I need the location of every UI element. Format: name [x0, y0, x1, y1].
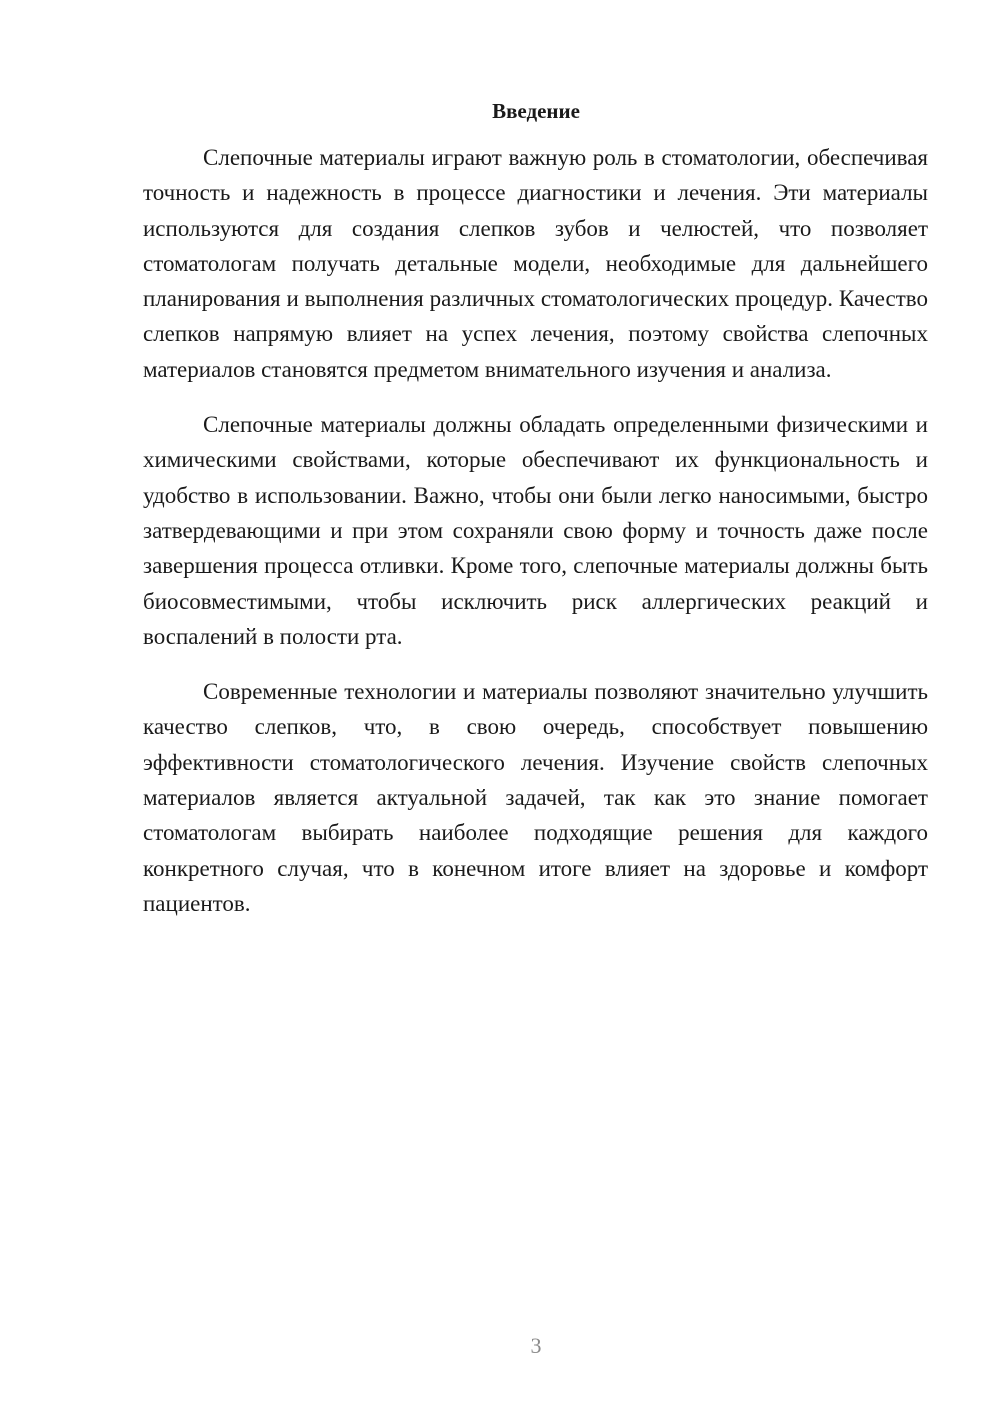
page-number: 3 [530, 1333, 542, 1358]
body-text [143, 140, 928, 941]
section-title: Введение [492, 99, 580, 123]
paragraph-2: Слепочные материалы должны обладать определенными физическими и химическими свойствами, которые обеспечивают их функциональность и удобство в использовании. Важно, чтобы они были легко наносимыми, быстро затвердевающими и при этом сохраняли свою форму и точность даже после завершения процесса отливки. Кроме того, слепочные материалы должны быть биосовместимыми, чтобы исключить риск аллергических реакций и воспалений в полости рта. [143, 412, 928, 649]
paragraph-3: Современные технологии и материалы позволяют значительно улучшить качество слепков, что, в свою очередь, способствует повышению эффективности стоматологического лечения. Изучение свойств слепочных материалов является актуальной задачей, так как это знание помогает стоматологам выбирать наиболее подходящие решения для каждого конкретного случая, что в конечном итоге влияет на здоровье и комфорт пациентов. [143, 679, 928, 916]
paragraph-1: Слепочные материалы играют важную роль в стоматологии, обеспечивая точность и надежность в процессе диагностики и лечения. Эти материалы используются для создания слепков зубов и челюстей, что позволяет стоматологам получать детальные модели, необходимые для дальнейшего планирования и выполнения различных стоматологических процедур. Качество слепков напрямую влияет на успех лечения, поэтому свойства слепочных материалов становятся предметом внимательного изучения и анализа. [143, 145, 928, 382]
